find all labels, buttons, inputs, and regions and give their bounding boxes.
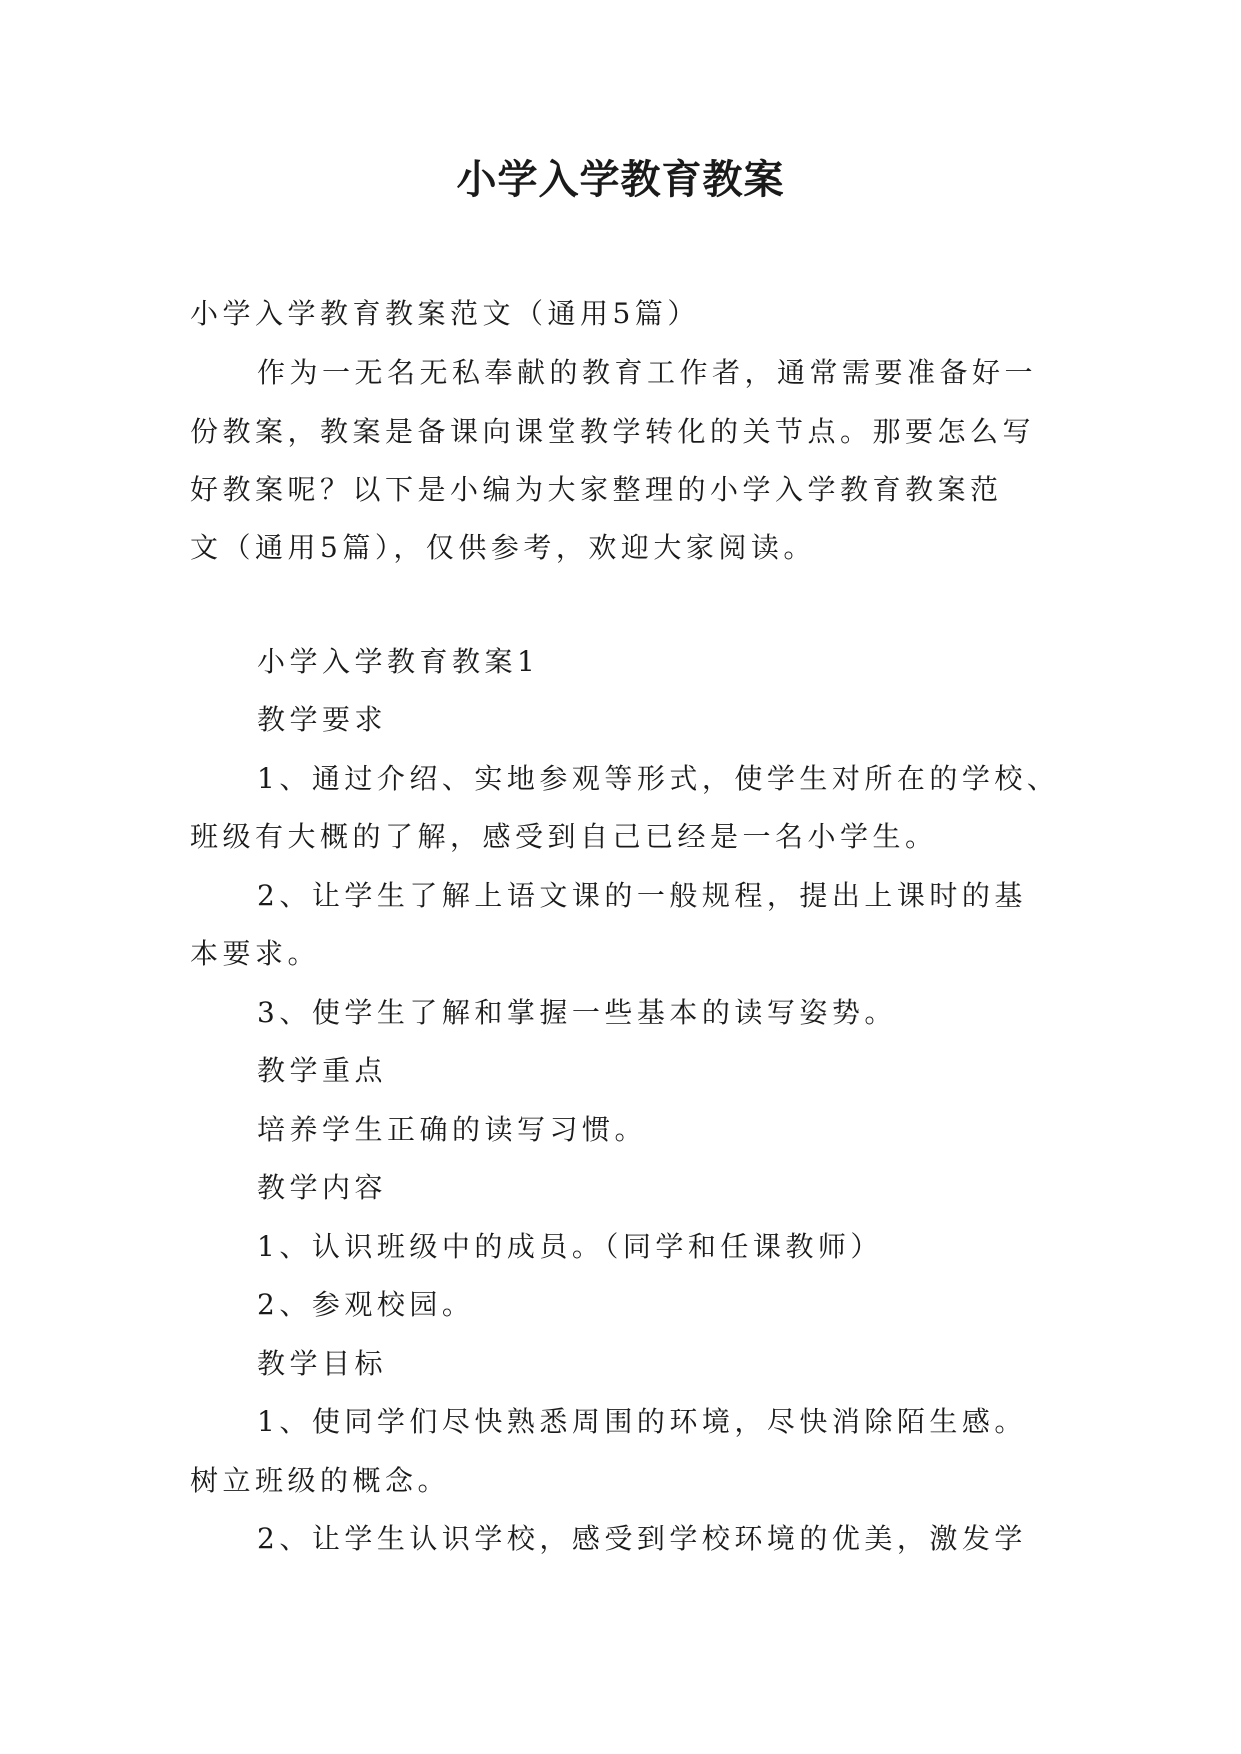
body-line: 1、认识班级中的成员。（同学和任课教师） (257, 1230, 883, 1263)
intro-line: 作为一无名无私奉献的教育工作者，通常需要准备好一 (257, 356, 1038, 389)
document-title: 小学入学教育教案 (456, 156, 785, 203)
intro-line: 文（通用5篇），仅供参考，欢迎大家阅读。 (190, 531, 816, 564)
subheading: 教学重点 (257, 1054, 388, 1087)
subheading: 教学目标 (257, 1347, 388, 1380)
intro-line: 好教案呢？以下是小编为大家整理的小学入学教育教案范 (190, 473, 1003, 506)
body-line: 本要求。 (190, 937, 321, 970)
body-line: 培养学生正确的读写习惯。 (257, 1113, 648, 1146)
body-line: 班级有大概的了解，感受到自己已经是一名小学生。 (190, 820, 938, 853)
body-line: 1、通过介绍、实地参观等形式，使学生对所在的学校、 (257, 762, 1060, 795)
subheading: 教学要求 (257, 703, 388, 736)
body-line: 2、让学生认识学校，感受到学校环境的优美，激发学 (257, 1522, 1027, 1555)
body-line: 3、使学生了解和掌握一些基本的读写姿势。 (257, 996, 897, 1029)
body-line: 2、让学生了解上语文课的一般规程，提出上课时的基 (257, 879, 1027, 912)
subtitle-line: 小学入学教育教案范文（通用5篇） (190, 297, 700, 330)
section-heading: 小学入学教育教案1 (257, 645, 540, 678)
body-line: 2、参观校园。 (257, 1288, 475, 1321)
intro-line: 份教案，教案是备课向课堂教学转化的关节点。那要怎么写 (190, 415, 1036, 448)
subheading: 教学内容 (257, 1171, 388, 1204)
body-line: 1、使同学们尽快熟悉周围的环境，尽快消除陌生感。 (257, 1405, 1027, 1438)
body-line: 树立班级的概念。 (190, 1464, 451, 1497)
